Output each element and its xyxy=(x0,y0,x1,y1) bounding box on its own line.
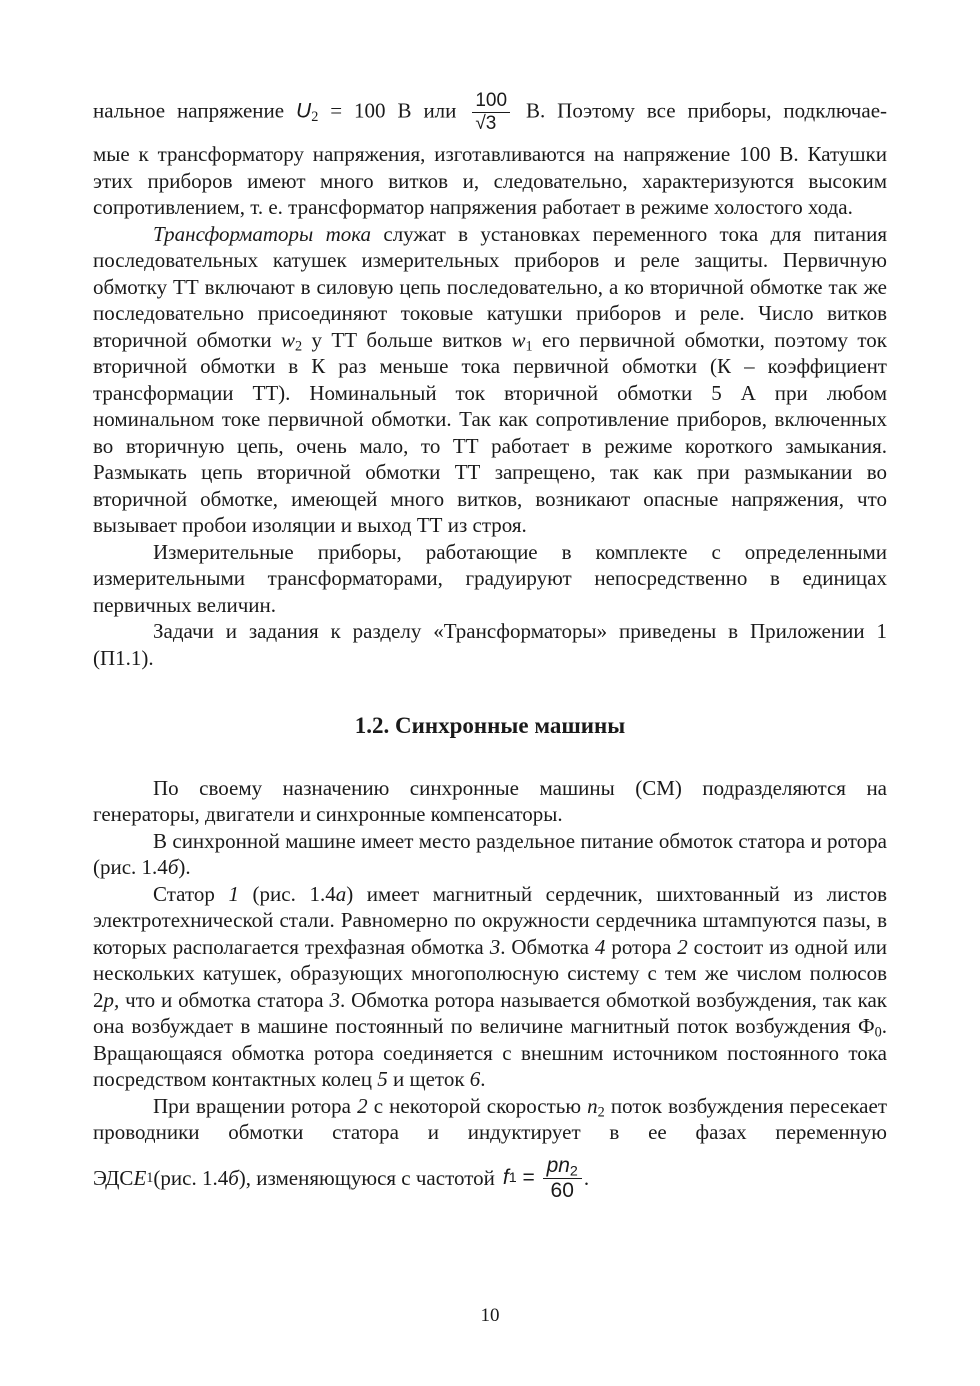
paragraph-stator: Статор 1 (рис. 1.4а) имеет магнитный сердечник, шихтованный из листов электротехнической стали. Равномерно по окружности сердечника штампуются пазы, в которых располагается трехфазная обмотка 3. Обмотка 4 ротора 2 состоит из одной или нескольких катушек, образующих многополюсную систему с тем же числом полюсов 2p, что и обмотка статора 3. Обмотка ротора называется обмоткой возбуждения, так как она возбуждает в машине постоянный по величине магнитный поток возбуждения $Ф_0$. Вращающаяся обмотка ротора соединяется с внешним источником постоянного тока посредством контактных колец 5 и щеток 6. xyxy=(93,881,887,1091)
paragraph-current-transformers: Трансформаторы тока служат в установках переменного тока для питания последовательных катушек измерительных приборов и реле защиты. Первичную обмотку ТТ включают в силовую цепь последовательно, а ко вторичной обмотке так же последовательно присоединяют токовые катушки приборов и реле. Число витков вторичной обмотки $w_2$ у ТТ больше витков $w_1$ его первичной обмотки, поэтому ток вторичной обмотки в К раз меньше тока первичной обмотки (К – коэффициент трансформации ТТ). Номинальный ток вторичной обмотки 5 А при любом номинальном токе первичной обмотки. Так как сопротивление приборов, включенных во вторичную цепь, очень мало, то ТТ работает в режиме короткого замыкания. Размыкать цепь вторичной обмотки ТТ запрещено, так как при размыкании во вторичной обмотке, имеющей много витков, возникают опасные напряжения, что вызывает пробои изоляции и выход ТТ из строя. xyxy=(93,221,887,537)
paragraph-intro-rest: мые к трансформатору напряжения, изготавливаются на напряжение 100 В. Катушки этих приборов имеют много витков и, следовательно, характеризуются высоким сопротивлением, т. е. трансформатор напряжения работает в режиме холостого хода. xyxy=(93,142,887,219)
section-heading: 1.2. Синхронные машины xyxy=(354,713,626,738)
document-page xyxy=(93,92,887,1203)
paragraph-tasks: Задачи и задания к разделу «Трансформаторы» приведены в Приложении 1 (П1.1). xyxy=(93,619,887,670)
paragraph-rotation: При вращении ротора 2 с некоторой скоростью $n_2$ поток возбуждения пересекает проводники обмотки статора и индуктирует в ее фазах переменную xyxy=(93,1093,888,1144)
paragraph-sm-purpose: По своему назначению синхронные машины (СМ) подразделяются на генераторы, двигатели и синхронные компенсаторы. xyxy=(93,775,887,826)
fraction-100-sqrt3: $\frac{100}{√3}$ xyxy=(472,90,510,135)
paragraph-instruments: Измерительные приборы, работающие в комплекте с определенными измерительными трансформаторами, градуируют непосредственно в единицах первичных величин. xyxy=(93,539,887,617)
paragraph-intro: нальное напряжение $U_2 = 100$ В или $\frac{100}{√3}$ В. Поэтому все приборы, подключае- xyxy=(93,90,888,134)
paragraph-emf-formula: ЭДС E 1 (рис. 1.4 б ), изменяющуюся с частотой f 1 = $\frac{pn_2}{60}$ . xyxy=(93,1153,590,1202)
page-number: 10 xyxy=(480,1305,500,1326)
frequency-formula: f 1 = $\frac{pn_2}{60}$ . xyxy=(502,1153,590,1202)
fraction-pn2-60: $\frac{pn_2}{60}$ xyxy=(543,1154,582,1203)
paragraph-sm-supply: В синхронной машине имеет место раздельное питание обмоток статора и ротора (рис. 1.4б). xyxy=(93,828,887,879)
